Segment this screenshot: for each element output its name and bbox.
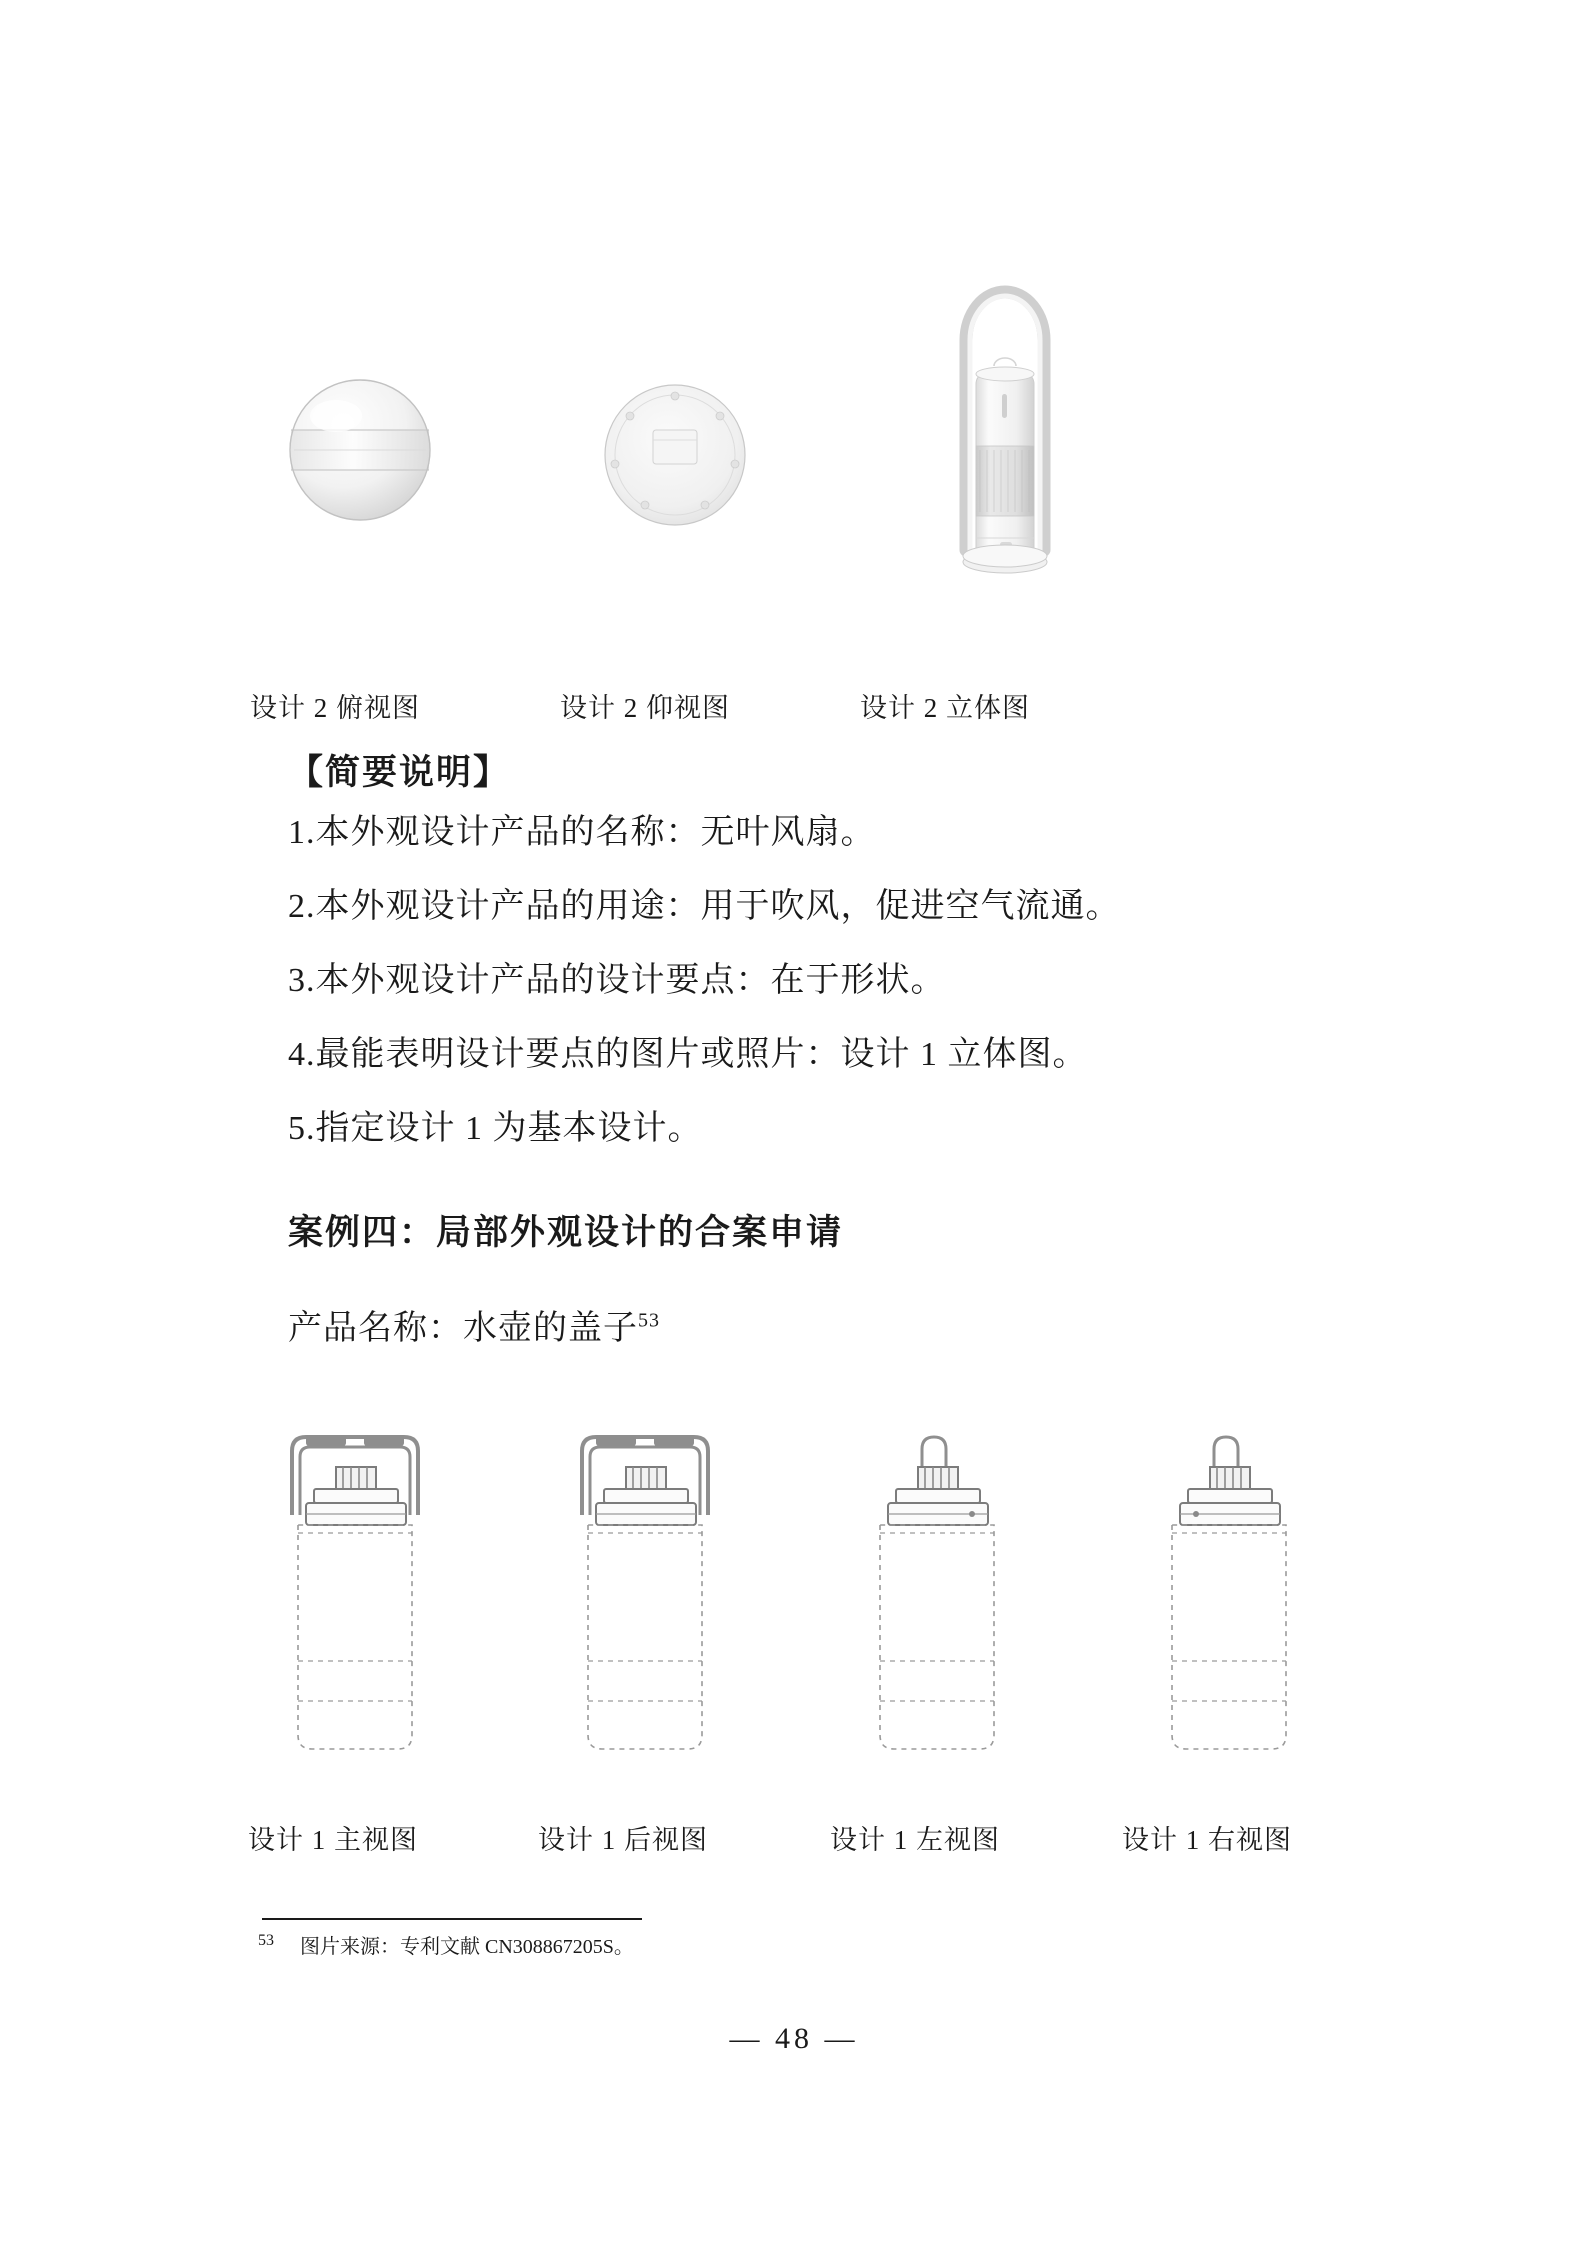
brief-item-2: 2.本外观设计产品的用途：用于吹风，促进空气流通。 bbox=[288, 888, 1121, 925]
figure-design1-rear-view bbox=[530, 1415, 760, 1805]
brief-item-4: 4.最能表明设计要点的图片或照片：设计 1 立体图。 bbox=[288, 1036, 1088, 1073]
figure-design2-perspective-view bbox=[890, 250, 1120, 675]
figure-captions-design1 bbox=[230, 1818, 1370, 1858]
footnote-mark: 53 bbox=[258, 1932, 274, 1950]
section-heading-case-four: 案例四：局部外观设计的合案申请 bbox=[288, 1213, 844, 1252]
design2-bottom-view-illustration bbox=[575, 360, 775, 550]
design1-right-view-illustration bbox=[1114, 1415, 1344, 1805]
caption-design1-front-view: 设计 1 主视图 bbox=[248, 1825, 418, 1855]
brief-item-1: 1.本外观设计产品的名称：无叶风扇。 bbox=[288, 814, 876, 851]
figure-captions-design2 bbox=[230, 686, 1350, 726]
footnote-text: 图片来源：专利文献 CN308867205S。 bbox=[300, 1936, 634, 1958]
design1-left-view-illustration bbox=[822, 1415, 1052, 1805]
footnote-53 bbox=[258, 1930, 634, 1959]
figure-row-design2 bbox=[230, 250, 1350, 670]
section-heading-brief: 【简要说明】 bbox=[288, 753, 511, 792]
caption-design2-perspective-view: 设计 2 立体图 bbox=[860, 693, 1030, 723]
design1-rear-view-illustration bbox=[530, 1415, 760, 1805]
figure-design2-bottom-view bbox=[575, 360, 775, 555]
page-number: — 48 — bbox=[729, 2022, 859, 2055]
figure-row-design1 bbox=[230, 1415, 1370, 1815]
caption-design1-left-view: 设计 1 左视图 bbox=[830, 1825, 1000, 1855]
product-name-line bbox=[288, 1300, 660, 1349]
figure-design1-left-view bbox=[822, 1415, 1052, 1805]
caption-design2-bottom-view: 设计 2 仰视图 bbox=[560, 693, 730, 723]
footnote-separator bbox=[262, 1918, 642, 1920]
figure-design2-top-view bbox=[250, 350, 470, 555]
caption-design1-right-view: 设计 1 右视图 bbox=[1122, 1825, 1292, 1855]
caption-design2-top-view: 设计 2 俯视图 bbox=[250, 693, 420, 723]
footnote-reference-53: 53 bbox=[638, 1309, 660, 1332]
brief-item-3: 3.本外观设计产品的设计要点：在于形状。 bbox=[288, 962, 946, 999]
design1-front-view-illustration bbox=[240, 1415, 470, 1805]
figure-design1-right-view bbox=[1114, 1415, 1344, 1805]
caption-design1-rear-view: 设计 1 后视图 bbox=[538, 1825, 708, 1855]
design2-perspective-view-illustration bbox=[890, 250, 1120, 670]
design2-top-view-illustration bbox=[250, 350, 470, 550]
figure-design1-front-view bbox=[240, 1415, 470, 1805]
brief-item-5: 5.指定设计 1 为基本设计。 bbox=[288, 1110, 703, 1147]
product-name-text: 产品名称：水壶的盖子 bbox=[288, 1310, 638, 1347]
